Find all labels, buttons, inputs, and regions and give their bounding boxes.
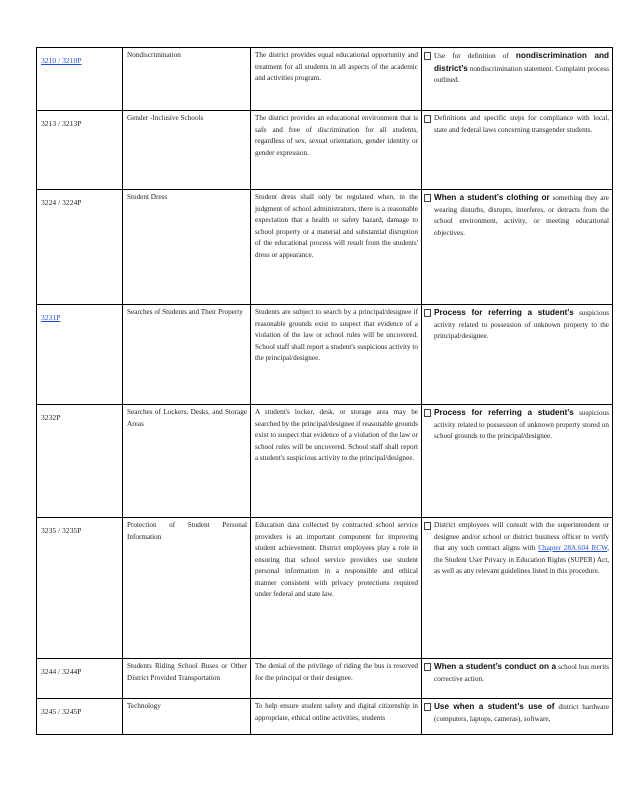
policy-title: Student Dress — [123, 190, 251, 305]
checkbox-icon — [424, 115, 431, 123]
rcw-chapter-link[interactable]: Chapter 28A.604 RCW — [538, 544, 608, 552]
policy-description: To help ensure student safety and digital citizenship in appropriate, ethical online activities, students — [251, 699, 422, 735]
note-lead: Process for referring a student’s — [434, 408, 574, 417]
policy-code-link[interactable]: 3210 / 3210P — [41, 56, 82, 65]
policy-title: Technology — [123, 699, 251, 735]
policy-description: Students are subject to search by a principal/designee if reasonable grounds exist to suspect that evidence of a violation of the law or school rules will be uncovered. School staff shall report a student's suspicious activity to the principal/designee. — [251, 305, 422, 405]
policy-title: Nondiscrimination — [123, 48, 251, 111]
note-rest: school bus merits corrective action. — [434, 663, 609, 683]
policy-code: 3213 / 3213P — [41, 119, 82, 128]
policy-table — [36, 47, 613, 735]
note-rest: suspicious activity related to possession of unknown property stored on school grounds to the principal/designee. — [434, 409, 610, 440]
table-row — [37, 48, 613, 111]
note-text: Definitions and specific steps for compliance with local, state and federal laws concerning transgender students. — [434, 114, 609, 134]
checkbox-icon — [424, 309, 431, 317]
policy-description: The district provides equal educational opportunity and treatment for all students in all aspects of the academic and activities program. — [251, 48, 422, 111]
policy-code: 3232P — [41, 413, 61, 422]
table-row — [37, 190, 613, 305]
policy-code: 3235 / 3235P — [41, 526, 82, 535]
note-lead: When a student’s clothing or — [434, 193, 550, 202]
note-rest: , the Student User Privacy in Education Rights (SUPER) Act, as well as any relevant guidelines listed in this procedure. — [434, 544, 609, 575]
table-row — [37, 305, 613, 405]
policy-table-page — [36, 47, 610, 735]
note-lead: When a student’s conduct on a — [434, 662, 557, 671]
policy-code: 3244 / 3244P — [41, 667, 82, 676]
note-text: Use for definition of — [434, 52, 516, 60]
note-lead: Use when a student’s use of — [434, 702, 555, 711]
policy-title: Students Riding School Buses or Other District Provided Transportation — [123, 659, 251, 699]
note-rest: nondiscrimination statement. Complaint process outlined. — [434, 64, 609, 84]
table-row — [37, 405, 613, 518]
policy-description: The district provides an educational environment that is safe and free of discrimination for all students, regardless of sex, sexual orientation, gender identity or gender expression. — [251, 111, 422, 190]
policy-title: Searches of Lockers, Desks, and Storage Areas — [123, 405, 251, 518]
note-text: District employees will consult with the superintendent or designee and/or school or district business officer to verify that any such contract aligns with — [434, 521, 609, 552]
policy-title: Protection of Student Personal Information — [123, 518, 251, 659]
policy-code: 3245 / 3245P — [41, 707, 82, 716]
policy-description: The denial of the privilege of riding the bus is reserved for the principal or their designee. — [251, 659, 422, 699]
policy-description: Student dress shall only be regulated when, in the judgment of school administrators, there is a reasonable expectation that a health or safety hazard, damage to school property or a material and substantial disruption of the educational process will result from the students' dress or appearance. — [251, 190, 422, 305]
policy-title: Gender -Inclusive Schools — [123, 111, 251, 190]
note-bold: nondiscrimination and district’s — [434, 51, 610, 73]
policy-code-link[interactable]: 3231P — [41, 313, 61, 322]
checkbox-icon — [424, 522, 431, 530]
note-rest: district hardware (computers, laptops, cameras), software, — [434, 703, 610, 723]
table-row — [37, 659, 613, 699]
checkbox-icon — [424, 409, 431, 417]
note-rest: something they are wearing disturbs, disrupts, interferes, or detracts from the school environment, activity, or meeting educational objectives. — [434, 194, 609, 237]
checkbox-icon — [424, 663, 431, 671]
table-row — [37, 518, 613, 659]
note-lead: Process for referring a student’s — [434, 308, 574, 317]
note-rest: suspicious activity related to possession of unknown property to the principal/designee. — [434, 309, 610, 340]
policy-description: A student's locker, desk, or storage area may be searched by the principal/designee if reasonable grounds exist to suspect that evidence of a violation of the law or school rules will be uncovered. School staff shall report a student's suspicious activity to the principal/designee. — [251, 405, 422, 518]
policy-title: Searches of Students and Their Property — [123, 305, 251, 405]
checkbox-icon — [424, 194, 431, 202]
policy-description: Education data collected by contracted school service providers is an important component for improving student achievement. District employees play a role in ensuring that school service providers use student personal information in a responsible and ethical manner consistent with privacy protections required under federal and state law. — [251, 518, 422, 659]
checkbox-icon — [424, 52, 431, 60]
table-row — [37, 111, 613, 190]
policy-code: 3224 / 3224P — [41, 198, 82, 207]
checkbox-icon — [424, 703, 431, 711]
table-row — [37, 699, 613, 735]
